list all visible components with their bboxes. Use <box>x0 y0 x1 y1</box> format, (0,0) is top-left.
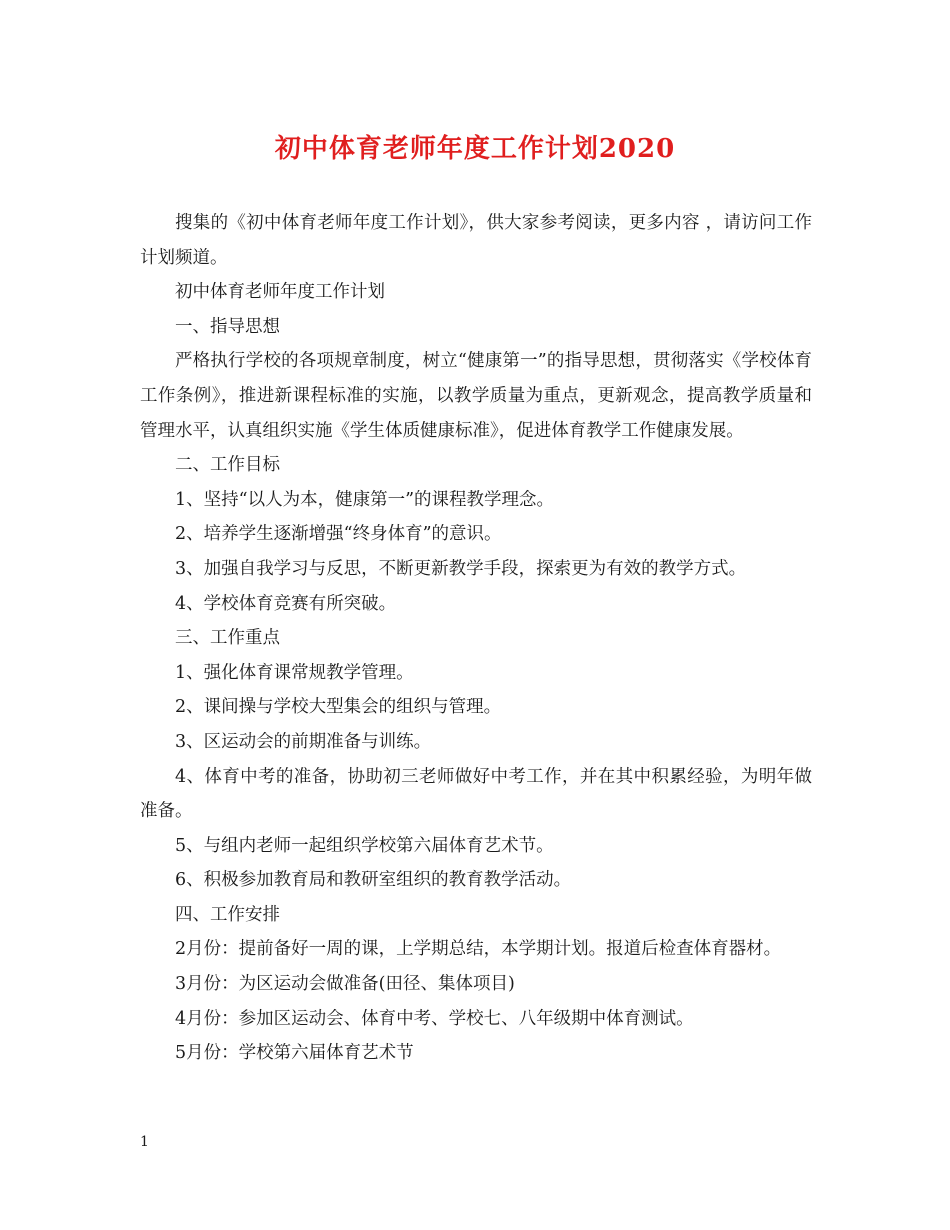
goal-item: 2、培养学生逐渐增强“终身体育”的意识。 <box>175 524 502 545</box>
page-number: 1 <box>140 1134 149 1150</box>
schedule-item: 4月份：参加区运动会、体育中考、学校七、八年级期中体育测试。 <box>175 1008 694 1029</box>
focus-item: 2、课间操与学校大型集会的组织与管理。 <box>175 697 502 718</box>
section-heading-work-goals: 二、工作目标 <box>175 455 280 476</box>
schedule-item: 2月份：提前备好一周的课，上学期总结，本学期计划。报道后检查体育器材。 <box>175 939 782 960</box>
document-title: 初中体育老师年度工作计划2020 <box>274 134 676 164</box>
focus-item: 3、区运动会的前期准备与训练。 <box>175 731 432 752</box>
focus-item: 6、积极参加教育局和教研室组织的教育教学活动。 <box>175 870 572 891</box>
section-heading-guiding-ideology: 一、指导思想 <box>175 316 280 337</box>
goal-item: 1、坚持“以人为本，健康第一”的课程教学理念。 <box>175 489 555 510</box>
paragraph-guiding-ideology: 严格执行学校的各项规章制度，树立“健康第一”的指导思想，贯彻落实《学校体育工作条例》，推进新课程标准的实施，以教学质量为重点，更新观念，提高教学质量和管理水平，认真组织实施《学生体质健康标准》，促进体育教学工作健康发展。 <box>140 351 812 441</box>
goal-item: 3、加强自我学习与反思，不断更新教学手段，探索更为有效的教学方式。 <box>175 558 747 579</box>
section-heading-work-focus: 三、工作重点 <box>175 628 280 649</box>
document-body <box>140 206 812 1071</box>
schedule-item: 5月份：学校第六届体育艺术节 <box>175 1043 414 1064</box>
focus-item: 5、与组内老师一起组织学校第六届体育艺术节。 <box>175 835 554 856</box>
goal-item: 4、学校体育竞赛有所突破。 <box>175 593 397 614</box>
schedule-item: 3月份：为区运动会做准备(田径、集体项目) <box>175 974 515 995</box>
focus-item: 1、强化体育课常规教学管理。 <box>175 662 414 683</box>
section-heading-work-schedule: 四、工作安排 <box>175 904 280 925</box>
paragraph-subtitle: 初中体育老师年度工作计划 <box>175 282 385 303</box>
paragraph-intro: 搜集的《初中体育老师年度工作计划》，供大家参考阅读，更多内容 ，请访问工作计划频道。 <box>140 213 812 268</box>
focus-item: 4、体育中考的准备，协助初三老师做好中考工作，并在其中积累经验，为明年做准备。 <box>140 766 812 822</box>
